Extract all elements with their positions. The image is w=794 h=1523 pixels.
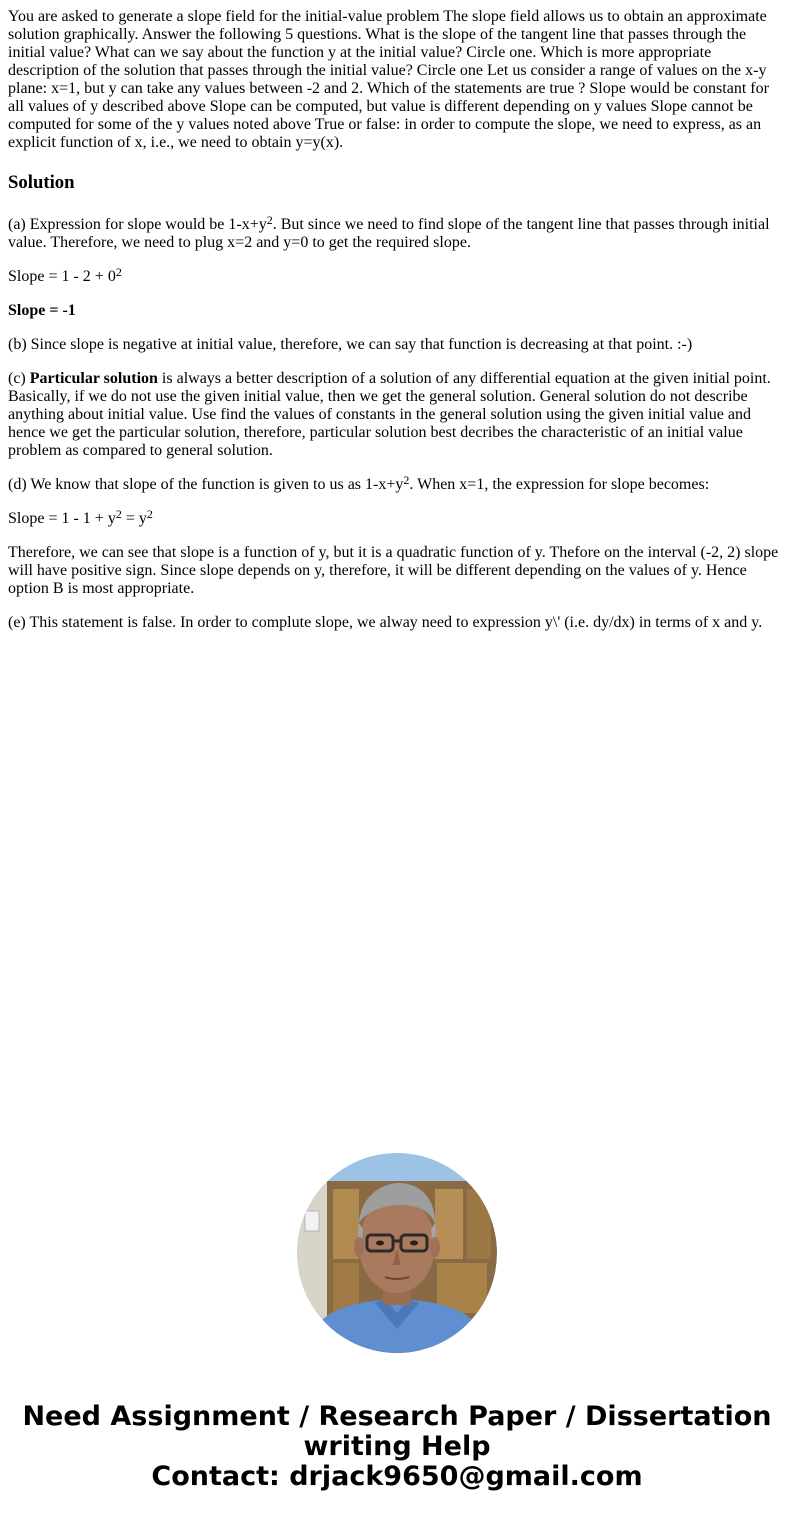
- slope-d-mid: = y: [121, 510, 147, 527]
- slope-result: [8, 302, 786, 320]
- solution-heading: Solution: [8, 172, 75, 193]
- part-c-bold: Particular solution: [29, 370, 158, 387]
- part-d-pre: (d) We know that slope of the function is given to us as 1-x+y: [8, 476, 404, 493]
- part-d: [8, 473, 786, 494]
- part-b: (b) Since slope is negative at initial value, therefore, we can say that function is decreasing at that point. :-): [8, 336, 693, 353]
- slope-d-calculation: [8, 507, 786, 528]
- slope-d-exponent-1: 2: [115, 507, 122, 521]
- part-c-post: is always a better description of a solution of any differential equation at the given initial point. Basically, if we do not use the given initial value, then we get the general solution. General solution do not describe anything about initial value. Use find the values of constants in the general solution using the given initial value and hence we get the particular solution, therefore, particular solution best decribes the characteristic of an initial value problem as compared to general solution.: [8, 370, 771, 459]
- part-a: [8, 213, 786, 252]
- slope-calculation: [8, 265, 786, 286]
- footer-line-1: Need Assignment / Research Paper / Dissertation: [22, 1401, 772, 1432]
- footer-contact: Contact: drjack9650@gmail.com: [151, 1461, 643, 1492]
- document-body: [8, 8, 786, 648]
- part-a-pre: (a) Expression for slope would be 1-x+y: [8, 216, 267, 233]
- part-c-pre: (c): [8, 370, 30, 387]
- author-portrait-image: [297, 1153, 497, 1353]
- part-d-post: . When x=1, the expression for slope becomes:: [409, 476, 710, 493]
- part-a-exponent: 2: [266, 213, 273, 227]
- slope-calc-pre: Slope = 1 - 2 + 0: [8, 268, 116, 285]
- slope-d-exponent-2: 2: [146, 507, 153, 521]
- slope-result-text: Slope = -1: [8, 302, 76, 319]
- slope-calc-exponent: 2: [115, 265, 122, 279]
- part-e: (e) This statement is false. In order to complute slope, we alway need to expression y\' (i.e. dy/dx) in terms of x and y.: [8, 614, 763, 631]
- part-a-post: . But since we need to find slope of the tangent line that passes through initial value. Therefore, we need to plug x=2 and y=0 to get the required slope.: [8, 216, 770, 251]
- footer-banner: [0, 1402, 794, 1492]
- question-text: You are asked to generate a slope field for the initial-value problem The slope field allows us to obtain an approximate solution graphically. Answer the following 5 questions. What is the slope of the tangent line that passes through the initial value? What can we say about the function y at the initial value? Circle one. Which is more appropriate description of the solution that passes through the initial value? Circle one Let us consider a range of values on the x-y plane: x=1, but y can take any values between -2 and 2. Which of the statements are true ? Slope would be constant for all values of y described above Slope can be computed, but value is different depending on y values Slope cannot be computed for some of the y values noted above True or false: in order to compute the slope, we need to express, as an explicit function of x, i.e., we need to obtain y=y(x).: [8, 8, 769, 151]
- part-d-explanation: Therefore, we can see that slope is a function of y, but it is a quadratic function of y. Thefore on the interval (-2, 2) slope will have positive sign. Since slope depends on y, therefore, it will be different depending on the values of y. Hence option B is most appropriate.: [8, 544, 779, 597]
- slope-d-pre: Slope = 1 - 1 + y: [8, 510, 116, 527]
- author-avatar: [297, 1153, 497, 1353]
- part-c: [8, 370, 786, 460]
- footer-line-2: writing Help: [303, 1431, 491, 1462]
- part-d-exponent: 2: [403, 473, 410, 487]
